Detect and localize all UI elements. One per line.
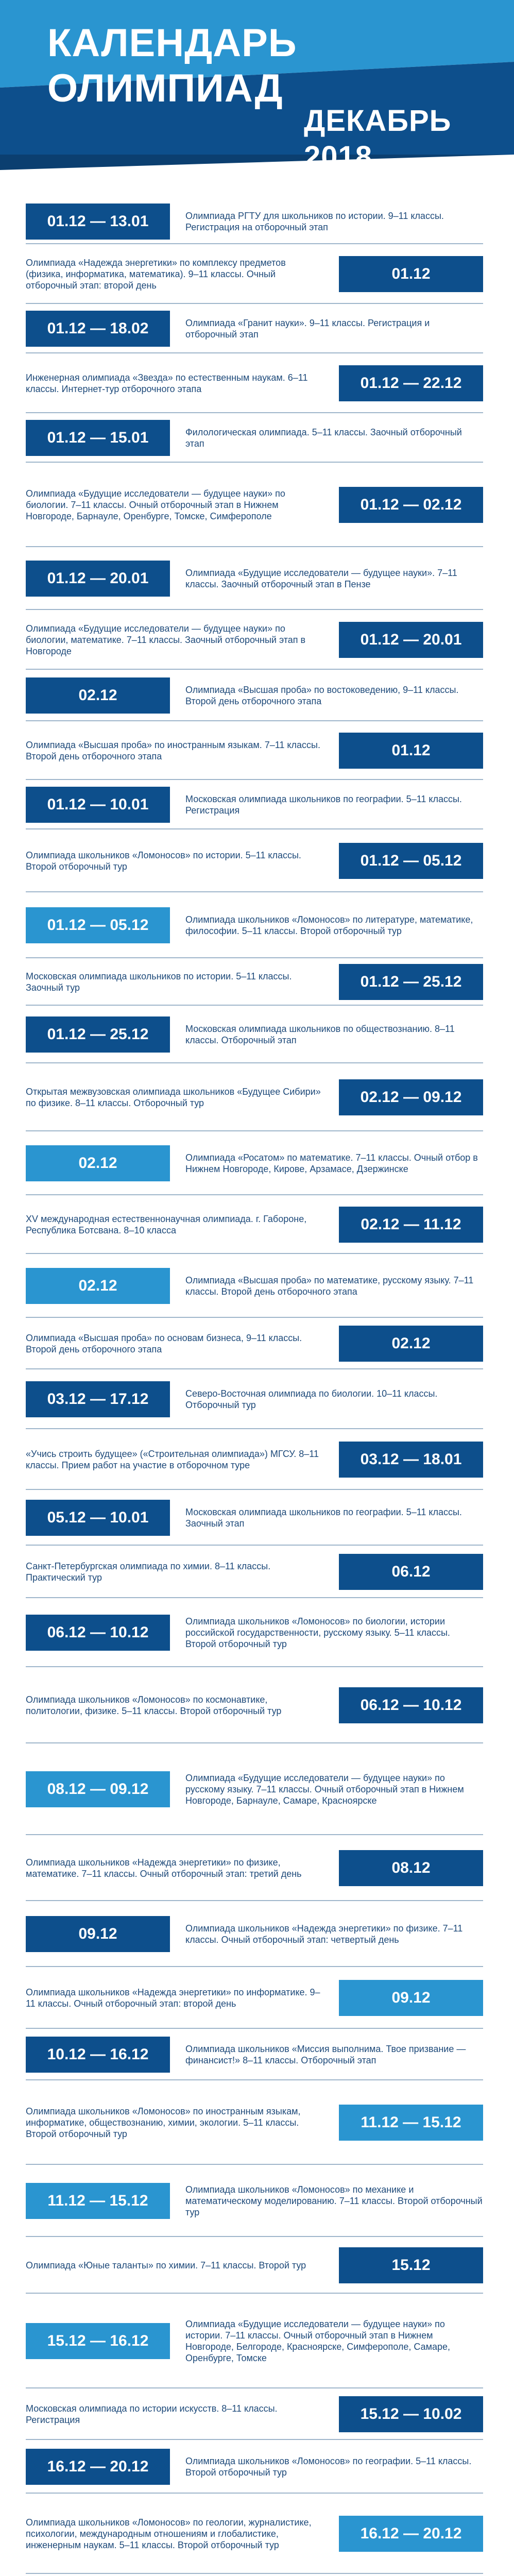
olympiad-description: Олимпиада РГТУ для школьников по истории. 9–11 классы. Регистрация на отборочный этап: [185, 211, 444, 232]
date-range-badge: 01.12 — 18.02: [26, 311, 170, 347]
calendar-row: [21, 1490, 493, 1546]
olympiad-description: Олимпиада школьников «Ломоносов» по географии. 5–11 классы. Второй отборочный тур: [185, 2456, 472, 2478]
date-range-badge: 01.12 — 25.12: [339, 964, 483, 1000]
calendar-row: [21, 721, 493, 780]
olympiad-description: «Учись строить будущее» («Строительная олимпиада») МГСУ. 8–11 классы. Прием работ на участие в отборочном туре: [26, 1449, 319, 1470]
calendar-row: [21, 829, 493, 892]
date-range-badge: 05.12 — 10.01: [26, 1500, 170, 1536]
olympiad-description: Московская олимпиада по истории искусств. 8–11 классы. Регистрация: [26, 2403, 278, 2425]
date-range-badge: 01.12 — 13.01: [26, 204, 170, 240]
olympiad-description: Олимпиада школьников «Надежда энергетики» по физике. 7–11 классы. Очный отборочный этап: четвертый день: [185, 1923, 463, 1945]
olympiad-description: Московская олимпиада школьников по обществознанию. 8–11 классы. Отборочный этап: [185, 1024, 455, 1045]
olympiad-description: Олимпиада школьников «Ломоносов» по механике и математическому моделированию. 7–11 классы. Второй отборочный тур: [185, 2184, 483, 2217]
date-range-badge: 01.12 — 25.12: [26, 1016, 170, 1053]
date-range-badge: 02.12 — 09.12: [339, 1079, 483, 1115]
date-range-badge: 02.12: [26, 677, 170, 714]
calendar-row: [21, 1967, 493, 2029]
date-range-badge: 03.12 — 17.12: [26, 1381, 170, 1417]
date-range-badge: 01.12 — 05.12: [339, 843, 483, 879]
calendar-row: [21, 1667, 493, 1743]
olympiad-description: Олимпиада «Будущие исследователи — будущее науки» по биологии. 7–11 классы. Очный отборочный этап в Нижнем Новгороде, Барнауле, Оренбурге, Томске, Симферополе: [26, 488, 285, 521]
date-range-badge: 01.12: [339, 256, 483, 292]
date-range-badge: 15.12: [339, 2247, 483, 2283]
date-range-badge: 15.12 — 10.02: [339, 2396, 483, 2432]
page-subtitle: ДЕКАБРЬ 2018: [304, 104, 452, 174]
date-range-badge: 01.12 — 02.12: [339, 487, 483, 523]
calendar-row: [21, 1254, 493, 1318]
olympiad-description: Олимпиада школьников «Миссия выполнима. Твое призвание — финансист!» 8–11 классы. Отборочный этап: [185, 2044, 466, 2065]
calendar-row: [21, 892, 493, 958]
olympiad-description: Олимпиада школьников «Ломоносов» по биологии, истории российской государственности, русскому языку. 5–11 классы. Второй отборочный тур: [185, 1616, 450, 1649]
olympiad-description: Олимпиада «Высшая проба» по востоковедению, 9–11 классы. Второй день отборочного этапа: [185, 685, 459, 706]
date-range-badge: 09.12: [26, 1916, 170, 1952]
date-range-badge: 11.12 — 15.12: [26, 2183, 170, 2219]
olympiad-description: Санкт-Петербургская олимпиада по химии. 8–11 классы. Практический тур: [26, 1561, 271, 1583]
calendar-row: [21, 2294, 493, 2388]
olympiad-description: Олимпиада «Гранит науки». 9–11 классы. Регистрация и отборочный этап: [185, 318, 430, 340]
date-range-badge: 09.12: [339, 1980, 483, 2016]
date-range-badge: 08.12 — 09.12: [26, 1771, 170, 1807]
olympiad-description: Филологическая олимпиада. 5–11 классы. Заочный отборочный этап: [185, 427, 462, 449]
calendar-row: [21, 304, 493, 353]
olympiad-description: Олимпиада школьников «Ломоносов» по геологии, журналистике, психологии, международным отношениям и глобалистике, инженерным наукам. 5–11 классы. Второй отборочный тур: [26, 2517, 312, 2550]
calendar-row: [21, 2237, 493, 2294]
olympiad-description: Инженерная олимпиада «Звезда» по естественным наукам. 6–11 классы. Интернет-тур отборочного этапа: [26, 372, 308, 394]
date-range-badge: 01.12 — 10.01: [26, 787, 170, 823]
calendar-row: [21, 2574, 493, 2576]
olympiad-description: Олимпиада «Высшая проба» по иностранным языкам. 7–11 классы. Второй день отборочного этапа: [26, 740, 320, 761]
date-range-badge: 16.12 — 20.12: [26, 2449, 170, 2485]
olympiad-description: Олимпиада «Надежда энергетики» по комплексу предметов (физика, информатика, математика). 9–11 классы. Очный отборочный этап: второй день: [26, 258, 286, 291]
olympiad-description: Олимпиада «Будущие исследователи — будущее науки» по русскому языку. 7–11 классы. Очный отборочный этап в Нижнем Новгороде, Барнауле, Самаре, Красноярске: [185, 1773, 464, 1806]
olympiad-description: XV международная естественнонаучная олимпиада. г. Габороне, Республика Ботсвана. 8–10 класса: [26, 1214, 307, 1235]
calendar-row: [21, 1369, 493, 1429]
olympiad-description: Олимпиада «Будущие исследователи — будущее науки». 7–11 классы. Заочный отборочный этап в Пензе: [185, 568, 457, 589]
calendar-row: [21, 1429, 493, 1490]
olympiad-description: Олимпиада школьников «Ломоносов» по литературе, математике, философии. 5–11 классы. Второй отборочный тур: [185, 914, 473, 936]
calendar-row: [21, 1006, 493, 1063]
olympiad-description: Олимпиада «Будущие исследователи — будущее науки» по истории. 7–11 классы. Очный отборочный этап в Нижнем Новгороде, Белгороде, Красноярске, Симферополе, Самаре, Оренбурге, Томске: [185, 2319, 451, 2363]
olympiad-description: Олимпиада «Высшая проба» по основам бизнеса, 9–11 классы. Второй день отборочного этапа: [26, 1333, 302, 1354]
calendar-row: [21, 1131, 493, 1195]
calendar-row: [21, 547, 493, 610]
date-range-badge: 01.12: [339, 733, 483, 769]
calendar-row: [21, 1901, 493, 1967]
olympiad-description: Олимпиада школьников «Ломоносов» по иностранным языкам, информатике, обществознанию, химии, экологии. 5–11 классы. Второй отборочный тур: [26, 2106, 301, 2139]
date-range-badge: 06.12 — 10.12: [26, 1615, 170, 1651]
calendar-row: [21, 1598, 493, 1667]
calendar-row: [21, 780, 493, 829]
title-line-2: ОЛИМПИАД: [47, 66, 283, 110]
date-range-badge: 16.12 — 20.12: [339, 2516, 483, 2552]
olympiad-description: Открытая межвузовская олимпиада школьников «Будущее Сибири» по физике. 8–11 классы. Отборочный тур: [26, 1087, 321, 1108]
calendar-row: [21, 1195, 493, 1254]
date-range-badge: 01.12 — 15.01: [26, 420, 170, 456]
date-range-badge: 08.12: [339, 1850, 483, 1886]
calendar-row: [21, 413, 493, 463]
calendar-row: [21, 2165, 493, 2237]
calendar-row: [21, 353, 493, 413]
date-range-badge: 06.12: [339, 1554, 483, 1590]
calendar-row: [21, 1063, 493, 1131]
date-range-badge: 10.12 — 16.12: [26, 2037, 170, 2073]
date-range-badge: 11.12 — 15.12: [339, 2105, 483, 2141]
date-range-badge: 01.12 — 05.12: [26, 907, 170, 943]
calendar-row: [21, 2440, 493, 2494]
calendar-row: [21, 463, 493, 547]
olympiad-description: Олимпиада «Юные таланты» по химии. 7–11 классы. Второй тур: [26, 2260, 306, 2270]
title-line-1: КАЛЕНДАРЬ: [47, 21, 297, 65]
calendar-list: [21, 199, 493, 2576]
calendar-row: [21, 1318, 493, 1369]
olympiad-description: Московская олимпиада школьников по истории. 5–11 классы. Заочный тур: [26, 971, 292, 993]
olympiad-description: Московская олимпиада школьников по географии. 5–11 классы. Регистрация: [185, 794, 462, 816]
olympiad-description: Московская олимпиада школьников по географии. 5–11 классы. Заочный этап: [185, 1507, 462, 1529]
calendar-row: [21, 1835, 493, 1901]
calendar-row: [21, 2494, 493, 2574]
olympiad-description: Олимпиада «Высшая проба» по математике, русскому языку. 7–11 классы. Второй день отборочного этапа: [185, 1275, 474, 1297]
olympiad-description: Олимпиада школьников «Надежда энергетики» по физике, математике. 7–11 классы. Очный отборочный этап: третий день: [26, 1857, 302, 1879]
olympiad-description: Северо-Восточная олимпиада по биологии. 10–11 классы. Отборочный тур: [185, 1388, 438, 1410]
date-range-badge: 02.12: [26, 1145, 170, 1181]
date-range-badge: 01.12 — 20.01: [26, 561, 170, 597]
header-banner: [0, 0, 514, 196]
calendar-row: [21, 2388, 493, 2440]
calendar-row: [21, 244, 493, 304]
date-range-badge: 02.12 — 11.12: [339, 1207, 483, 1243]
page-title: [47, 21, 297, 111]
date-range-badge: 01.12 — 20.01: [339, 622, 483, 658]
olympiad-description: Олимпиада школьников «Ломоносов» по истории. 5–11 классы. Второй отборочный тур: [26, 850, 301, 872]
date-range-badge: 06.12 — 10.12: [339, 1687, 483, 1723]
calendar-row: [21, 1743, 493, 1835]
olympiad-description: Олимпиада «Будущие исследователи — будущее науки» по биологии, математике. 7–11 классы. Заочный отборочный этап в Новгороде: [26, 623, 306, 656]
olympiad-description: Олимпиада школьников «Ломоносов» по космонавтике, политологии, физике. 5–11 классы. Второй отборочный тур: [26, 1694, 282, 1716]
calendar-row: [21, 199, 493, 244]
calendar-row: [21, 670, 493, 721]
calendar-row: [21, 2029, 493, 2080]
olympiad-description: Олимпиада школьников «Надежда энергетики» по информатике. 9–11 классы. Очный отборочный этап: второй день: [26, 1987, 320, 2009]
olympiad-description: Олимпиада «Росатом» по математике. 7–11 классы. Очный отбор в Нижнем Новгороде, Кирове, Арзамасе, Дзержинске: [185, 1153, 478, 1174]
date-range-badge: 02.12: [26, 1268, 170, 1304]
date-range-badge: 01.12 — 22.12: [339, 365, 483, 401]
date-range-badge: 03.12 — 18.01: [339, 1442, 483, 1478]
calendar-row: [21, 610, 493, 670]
calendar-row: [21, 1546, 493, 1598]
date-range-badge: 02.12: [339, 1326, 483, 1362]
calendar-row: [21, 958, 493, 1006]
date-range-badge: 15.12 — 16.12: [26, 2323, 170, 2359]
calendar-row: [21, 2080, 493, 2165]
